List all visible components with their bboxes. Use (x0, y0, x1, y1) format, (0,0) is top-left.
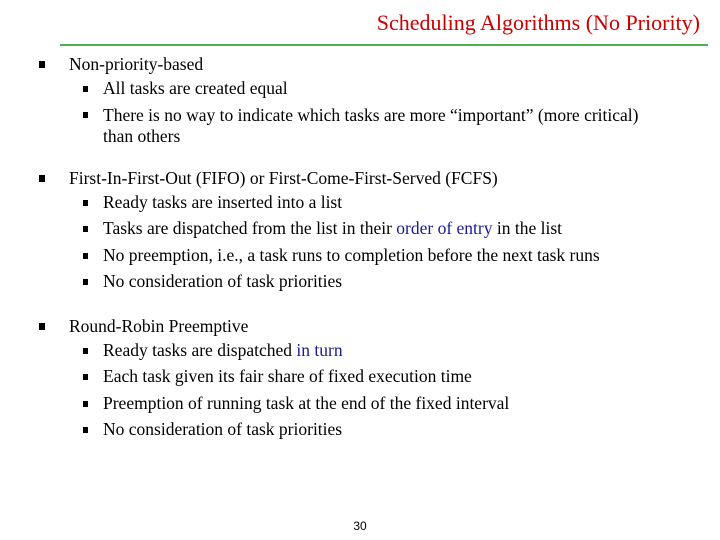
sub-bullet (0, 242, 720, 269)
highlight-in-turn: in turn (296, 339, 343, 360)
square-bullet-icon (83, 253, 88, 259)
page-number: 30 (353, 519, 367, 533)
sub-bullet-text: No consideration of task priorities (103, 271, 343, 291)
sub-bullet-text: Preemption of running task at the end of the fixed interval (103, 392, 510, 413)
square-bullet-icon (83, 200, 88, 206)
sub-bullet (0, 102, 663, 147)
bullet-heading-text: Non-priority-based (69, 54, 204, 74)
bullet-heading-text: First-In-First-Out (FIFO) or First-Come-First-Served (FCFS) (69, 167, 498, 188)
bullet-heading (0, 167, 720, 189)
sub-bullet (0, 268, 720, 295)
section-fifo (0, 167, 720, 295)
sub-bullet-text: Ready tasks are inserted into a list (103, 191, 343, 212)
sub-bullet-text-after: in the list (492, 218, 563, 238)
section-round-robin (0, 315, 720, 443)
sub-bullet (0, 337, 720, 364)
highlight-order-of-entry: order of entry (396, 218, 493, 238)
sub-bullet-text: All tasks are created equal (103, 78, 288, 98)
sub-bullet-text: Each task given its fair share of fixed execution time (103, 366, 472, 386)
square-bullet-icon (83, 112, 88, 118)
square-bullet-icon (39, 61, 45, 68)
bullet-heading-text: Round-Robin Preemptive (69, 315, 249, 336)
slide-content (0, 53, 720, 463)
bullet-heading (0, 315, 720, 337)
square-bullet-icon (83, 226, 88, 232)
sub-bullet-text: There is no way to indicate which tasks are more “important” (more critical) than others (103, 104, 639, 146)
square-bullet-icon (39, 323, 45, 330)
sub-bullet-text-before: Ready tasks are dispatched (103, 339, 297, 360)
bullet-heading (0, 53, 720, 75)
square-bullet-icon (83, 348, 88, 354)
square-bullet-icon (83, 86, 88, 92)
sub-bullet-text: No consideration of task priorities (103, 419, 343, 439)
section-non-priority (0, 53, 720, 147)
sub-bullet (0, 363, 720, 390)
slide-title: Scheduling Algorithms (No Priority) (376, 10, 700, 35)
sub-bullet (0, 75, 720, 102)
title-divider (60, 44, 708, 46)
square-bullet-icon (83, 279, 88, 285)
sub-bullet (0, 390, 720, 417)
square-bullet-icon (83, 401, 88, 407)
sub-bullet-text-before: Tasks are dispatched from the list in their (103, 218, 397, 238)
sub-bullet (0, 416, 720, 443)
square-bullet-icon (83, 427, 88, 433)
square-bullet-icon (83, 374, 88, 380)
square-bullet-icon (39, 175, 45, 182)
sub-bullet-text: No preemption, i.e., a task runs to completion before the next task runs (103, 244, 600, 265)
sub-bullet (0, 215, 720, 242)
sub-bullet (0, 189, 720, 216)
